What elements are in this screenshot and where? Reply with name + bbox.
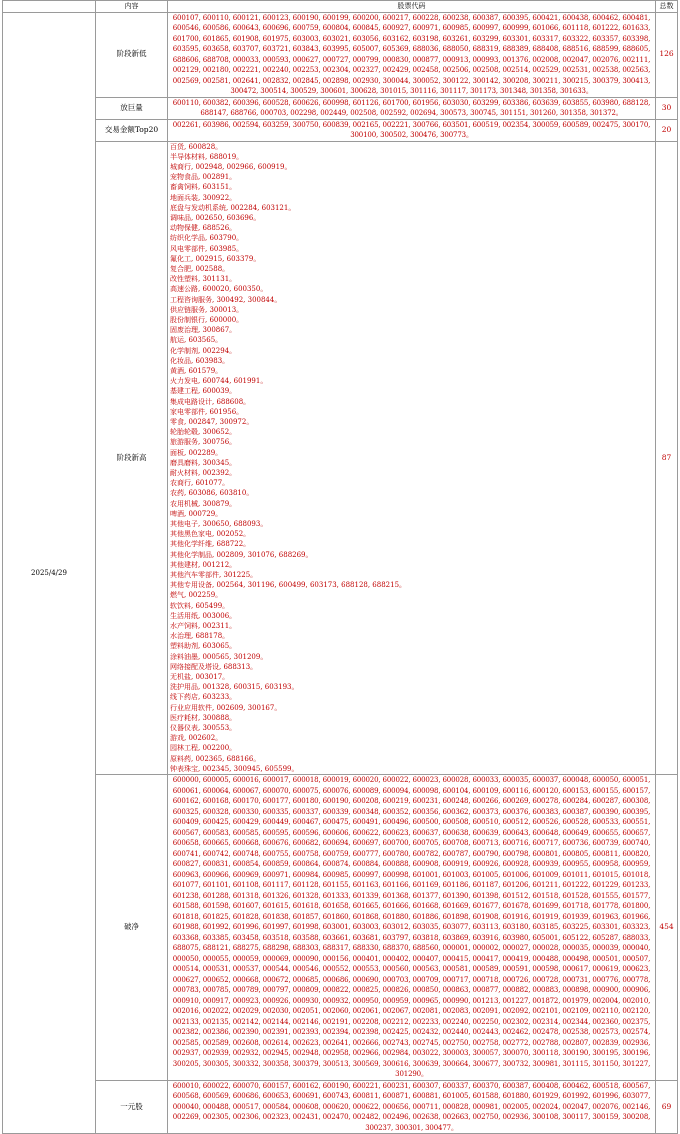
industry-item: 百货, 600828。 bbox=[170, 142, 223, 151]
industry-item: 燃气, 002259。 bbox=[170, 591, 223, 600]
industry-item: 集成电路设计, 688608。 bbox=[170, 397, 251, 406]
industry-item: 股份制银行, 600000。 bbox=[170, 315, 244, 324]
industry-item: 化学制剂, 002294。 bbox=[170, 346, 237, 355]
industry-item: 其他专用设备, 002564, 301196, 600499, 603173, 688128, 688215。 bbox=[170, 581, 407, 590]
industry-item: 生活用纸, 003006。 bbox=[170, 611, 237, 620]
table-row bbox=[3, 141, 678, 775]
table-row bbox=[3, 1080, 678, 1134]
industry-item: 畜禽饲料, 603151。 bbox=[170, 183, 237, 192]
industry-item: 其他汽车零部件, 301225。 bbox=[170, 571, 258, 580]
industry-item: 火力发电, 600744, 601991。 bbox=[170, 377, 268, 386]
header-total: 总数 bbox=[656, 1, 678, 13]
codes-cell: 600010, 600022, 600070, 600157, 600162, 600190, 600221, 600231, 600307, 600337, 600370, 600387, 600408, 600462, 600518, 600567, 600568, 600569, 600686, 600653, 600691, 600743, 600811, 600871, 600881, 601005, 601588, 601880, 601929, 601992, 601996, 603077, 000040, 000488, 000517, 000584, 000608, 000620, 000622, 000656, 000711, 000828, 000981, 002005, 002024, 002047, 002076, 002146, 002269, 002305, 002306, 002323, 002431, 002470, 002482, 002496, 002638, 002663, 002750, 002936, 300108, 300117, 300159, 300208, 300237, 300301, 300477。 bbox=[168, 1080, 656, 1134]
total-cell: 20 bbox=[656, 119, 678, 141]
industry-item: 城商行, 002948, 002966, 600919。 bbox=[170, 162, 292, 171]
industry-item: 地面兵装, 300922。 bbox=[170, 193, 237, 202]
header-codes: 股票代码 bbox=[168, 1, 656, 13]
codes-cell: 600110, 600382, 600396, 600528, 600626, 600998, 601126, 601700, 601956, 603030, 603299, 603386, 603639, 603855, 603980, 688128, 688147, 688766, 000703, 002298, 002449, 002508, 002592, 002694, 300573, 300745, 301151, 301260, 301358, 301372。 bbox=[168, 97, 656, 119]
stock-table bbox=[2, 0, 678, 1134]
industry-item: 动物保健, 688526。 bbox=[170, 224, 237, 233]
industry-item: 其他电子, 300650, 688093。 bbox=[170, 520, 268, 529]
category-cell: 交易金额Top20 bbox=[96, 119, 168, 141]
industry-item: 调味品, 002650, 603696。 bbox=[170, 213, 261, 222]
table-row bbox=[3, 12, 678, 97]
industry-item: 其他黑色家电, 002052。 bbox=[170, 530, 251, 539]
industry-list bbox=[168, 141, 656, 775]
category-cell: 放巨量 bbox=[96, 97, 168, 119]
industry-item: 水治理, 688178。 bbox=[170, 632, 230, 641]
total-cell: 69 bbox=[656, 1080, 678, 1134]
codes-cell: 600000, 600005, 600016, 600017, 600018, 600019, 600020, 600022, 600023, 600028, 600033, 600035, 600037, 600048, 600050, 600051, 600061, 600064, 600067, 600070, 600075, 600076, 600089, 600094, 600098, 600104, 600109, 600116, 600120, 600153, 600155, 600157, 600162, 600168, 600170, 600177, 600180, 600190, 600208, 600219, 600231, 600248, 600266, 600269, 600278, 600284, 600287, 600308, 600325, 600328, 600330, 600335, 600337, 600339, 600348, 600352, 600356, 600362, 600373, 600376, 600383, 600387, 600390, 600395, 600409, 600425, 600429, 600449, 600467, 600475, 600491, 600496, 600500, 600508, 600510, 600512, 600526, 600528, 600533, 600551, 600567, 600583, 600585, 600595, 600596, 600606, 600622, 600623, 600637, 600638, 600639, 600643, 600648, 600649, 600655, 600657, 600658, 600665, 600668, 600676, 600682, 600694, 600697, 600700, 600705, 600708, 600713, 600716, 600717, 600736, 600739, 600740, 600741, 600742, 600748, 600755, 600758, 600759, 600777, 600780, 600782, 600787, 600790, 600798, 600801, 600805, 600811, 600820, 600827, 600831, 600854, 600859, 600864, 600874, 600884, 600888, 600908, 600919, 600926, 600928, 600939, 600955, 600958, 600959, 600963, 600966, 600969, 600971, 600984, 600985, 600997, 600998, 601001, 601003, 601005, 601006, 601009, 601011, 601015, 601018, 601077, 601101, 601108, 601117, 601128, 601155, 601163, 601166, 601169, 601186, 601187, 601206, 601211, 601222, 601229, 601233, 601238, 601288, 601318, 601326, 601328, 601333, 601339, 601368, 601377, 601390, 601398, 601512, 601518, 601528, 601555, 601577, 601588, 601598, 601607, 601615, 601618, 601658, 601665, 601666, 601668, 601669, 601677, 601678, 601699, 601718, 601778, 601800, 601818, 601825, 601828, 601838, 601857, 601860, 601868, 601880, 601886, 601898, 601908, 601916, 601919, 601939, 601963, 601966, 601988, 601992, 601996, 601997, 601998, 603001, 603003, 603012, 603035, 603077, 603113, 603180, 603185, 603225, 603301, 603323, 603368, 603385, 603458, 603518, 603588, 603661, 603681, 603797, 603818, 603869, 603916, 603980, 605001, 605122, 605287, 688033, 688075, 688121, 688275, 688298, 688303, 688317, 688330, 688370, 688560, 000001, 000002, 000027, 000028, 000035, 000039, 000040, 000050, 000055, 000059, 000069, 000090, 000156, 000401, 000402, 000407, 000415, 000417, 000419, 000488, 000498, 000501, 000507, 000514, 000531, 000537, 000544, 000546, 000552, 000553, 000560, 000563, 000581, 000589, 000591, 000598, 000617, 000619, 000623, 000627, 000652, 000668, 000672, 000685, 000686, 000690, 000703, 000709, 000717, 000718, 000726, 000728, 000731, 000776, 000778, 000783, 000785, 000789, 000797, 000809, 000822, 000825, 000826, 000850, 000863, 000877, 000882, 000883, 000898, 000900, 000906, 000910, 000917, 000923, 000926, 000930, 000932, 000950, 000959, 000965, 000990, 001213, 001227, 001872, 001979, 002004, 002010, 002016, 002022, 002029, 002030, 002051, 002060, 002061, 002067, 002081, 002083, 002091, 002092, 002101, 002109, 002110, 002120, 002133, 002135, 002142, 002144, 002146, 002191, 002208, 002212, 002233, 002240, 002250, 002302, 002314, 002344, 002360, 002375, 002382, 002386, 002390, 002391, 002393, 002394, 002398, 002425, 002432, 002440, 002443, 002462, 002478, 002538, 002573, 002574, 002585, 002589, 002608, 002614, 002623, 002641, 002666, 002743, 002745, 002750, 002758, 002772, 002788, 002807, 002839, 002936, 002937, 002939, 002932, 002945, 002948, 002958, 002966, 002984, 003022, 300003, 300057, 300070, 300118, 300190, 300195, 300196, 300205, 300305, 300332, 300358, 300379, 300513, 300569, 300616, 300639, 300664, 300677, 300732, 300981, 301115, 301150, 301227, 301290。 bbox=[168, 775, 656, 1081]
total-cell: 126 bbox=[656, 12, 678, 97]
industry-item: 行业应用软件, 002609, 300167。 bbox=[170, 703, 282, 712]
industry-item: 基建工程, 600039。 bbox=[170, 387, 237, 396]
industry-item: 啤酒, 000729。 bbox=[170, 509, 223, 518]
industry-item: 软饮料, 605499。 bbox=[170, 601, 230, 610]
industry-item: 宠物食品, 002891。 bbox=[170, 173, 237, 182]
industry-item: 氟化工, 002915, 603379。 bbox=[170, 254, 261, 263]
industry-item: 其他建材, 001212。 bbox=[170, 560, 237, 569]
industry-item: 工程咨询服务, 300492, 300844。 bbox=[170, 295, 282, 304]
header-row bbox=[3, 1, 678, 13]
industry-item: 其他化学纤维, 688722。 bbox=[170, 540, 251, 549]
header-content: 内容 bbox=[96, 1, 168, 13]
industry-item: 农商行, 601077。 bbox=[170, 479, 230, 488]
codes-cell: 002261, 603986, 002594, 603259, 300750, 600839, 002165, 002221, 300766, 603501, 600519, 002354, 300059, 600589, 002475, 300170, 300100, 300502, 300476, 300773。 bbox=[168, 119, 656, 141]
codes-cell: 600107, 600110, 600121, 600123, 600190, 600199, 600200, 600217, 600228, 600238, 600387, 600395, 600421, 600438, 600462, 600481, 600546, 600586, 600643, 600696, 600759, 600804, 600845, 600927, 600971, 600985, 600997, 600999, 601066, 601118, 601222, 601633, 601700, 601865, 601908, 601975, 603003, 603021, 603056, 603162, 603198, 603261, 603299, 603301, 603317, 603322, 603357, 603398, 603595, 603658, 603707, 603721, 603843, 603995, 605007, 605369, 688036, 688050, 688319, 688389, 688408, 688516, 688599, 688605, 688606, 688708, 000033, 000593, 000627, 000727, 000799, 000830, 000877, 000913, 000993, 001376, 002008, 002047, 002076, 002111, 002129, 002180, 002221, 002240, 002253, 002304, 002327, 002429, 002458, 002506, 002508, 002514, 002529, 002531, 002538, 002563, 002569, 002581, 002641, 002832, 002845, 002898, 002930, 300044, 300052, 300122, 300142, 300208, 300211, 300215, 300379, 300413, 300472, 300514, 300529, 300601, 300628, 301015, 301116, 301117, 301173, 301348, 301358, 301633。 bbox=[168, 12, 656, 97]
industry-item: 园林工程, 002200。 bbox=[170, 744, 237, 753]
industry-item: 固废治理, 300867。 bbox=[170, 326, 237, 335]
industry-item: 旅游服务, 300756。 bbox=[170, 438, 237, 447]
category-cell: 阶段新低 bbox=[96, 12, 168, 97]
industry-item: 游戏, 002602。 bbox=[170, 734, 223, 743]
industry-item: 水产饲料, 002311。 bbox=[170, 622, 237, 631]
header-spacer bbox=[3, 1, 96, 13]
industry-item: 风电零部件, 603985。 bbox=[170, 244, 244, 253]
industry-item: 钟表珠宝, 002345, 300945, 605599。 bbox=[170, 764, 299, 773]
industry-item: 农药, 603086, 603810。 bbox=[170, 489, 254, 498]
category-cell: 破净 bbox=[96, 775, 168, 1081]
date-cell: 2025/4/29 bbox=[3, 12, 96, 1134]
industry-item: 高速公路, 600020, 600350。 bbox=[170, 285, 268, 294]
industry-item: 农用机械, 300879。 bbox=[170, 499, 237, 508]
industry-item: 化妆品, 603983。 bbox=[170, 356, 230, 365]
table-row bbox=[3, 119, 678, 141]
industry-item: 底盘与发动机系统, 002284, 603121。 bbox=[170, 203, 296, 212]
total-cell: 87 bbox=[656, 141, 678, 775]
industry-item: 复合肥, 002588。 bbox=[170, 264, 230, 273]
industry-item: 涂料油墨, 000565, 301209。 bbox=[170, 652, 268, 661]
industry-item: 轮胎轮毂, 300652。 bbox=[170, 428, 237, 437]
industry-item: 线下药店, 603233。 bbox=[170, 693, 237, 702]
industry-item: 其他化学制品, 002809, 301076, 688269。 bbox=[170, 550, 313, 559]
industry-item: 原料药, 002365, 688166。 bbox=[170, 754, 261, 763]
industry-item: 航运, 603565。 bbox=[170, 336, 223, 345]
industry-item: 磨具磨料, 300345。 bbox=[170, 458, 237, 467]
category-cell: 阶段新高 bbox=[96, 141, 168, 775]
total-cell: 454 bbox=[656, 775, 678, 1081]
industry-item: 洗护用品, 001328, 600315, 603193。 bbox=[170, 683, 299, 692]
industry-item: 网络接配及塔设, 688313。 bbox=[170, 662, 258, 671]
industry-item: 半导体材料, 688019。 bbox=[170, 152, 244, 161]
industry-item: 改性塑料, 301131。 bbox=[170, 275, 237, 284]
industry-item: 纺织化学品, 603790。 bbox=[170, 234, 244, 243]
industry-item: 面板, 002289。 bbox=[170, 448, 223, 457]
industry-item: 仪器仪表, 300553。 bbox=[170, 724, 237, 733]
table-row bbox=[3, 775, 678, 1081]
table-row bbox=[3, 97, 678, 119]
industry-item: 医疗耗材, 300888。 bbox=[170, 713, 237, 722]
industry-item: 家电零部件, 601956。 bbox=[170, 407, 244, 416]
industry-item: 耐火材料, 002392。 bbox=[170, 469, 237, 477]
industry-item: 黄酒, 601579。 bbox=[170, 366, 223, 375]
category-cell: 一元股 bbox=[96, 1080, 168, 1134]
industry-item: 无机盐, 003017。 bbox=[170, 673, 230, 682]
industry-item: 供应链服务, 300013。 bbox=[170, 305, 244, 314]
total-cell: 30 bbox=[656, 97, 678, 119]
industry-item: 零食, 002847, 300972。 bbox=[170, 417, 254, 426]
industry-item: 塑料助剂, 603065。 bbox=[170, 642, 237, 651]
